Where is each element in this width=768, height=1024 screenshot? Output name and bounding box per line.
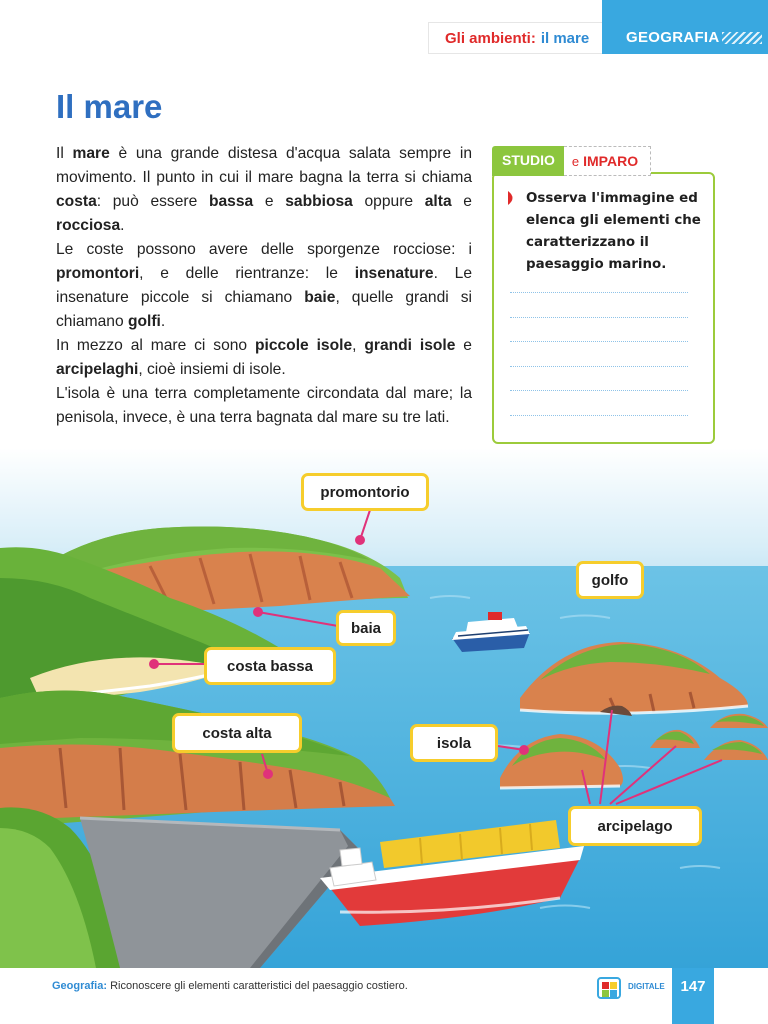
study-tag	[492, 146, 651, 176]
chapter-heading	[428, 22, 602, 54]
answer-line[interactable]	[510, 415, 688, 416]
label-isola: isola	[410, 724, 498, 762]
label-baia: baia	[336, 610, 396, 646]
text-run: , quelle grandi si chiamano	[56, 289, 472, 330]
paragraph-4	[56, 382, 472, 430]
keyword: golfi	[127, 313, 161, 330]
keyword: piccole isole	[254, 337, 353, 354]
paragraph-2	[56, 238, 472, 334]
study-instruction: Osserva l'immagine ed elenca gli elementi che caratterizzano il paesaggio marino.	[526, 191, 701, 272]
digital-icon[interactable]	[597, 977, 621, 999]
answer-line[interactable]	[510, 341, 688, 342]
keyword: insenature	[354, 265, 434, 282]
keyword: alta	[424, 193, 452, 210]
keyword: bassa	[208, 193, 254, 210]
answer-line[interactable]	[510, 366, 688, 367]
label-costa-alta: costa alta	[172, 713, 302, 753]
subject-tab	[602, 0, 768, 54]
tag-studio: STUDIO	[492, 146, 564, 176]
text-run: , cioè insiemi di isole.	[138, 361, 286, 378]
text-run: : può essere	[96, 193, 209, 210]
digital-label: DIGITALE	[628, 982, 665, 991]
text-run: Il	[56, 145, 73, 162]
coastal-illustration	[0, 448, 768, 968]
page-number: 147	[672, 968, 714, 1024]
text-run: e	[455, 337, 472, 354]
bullet-icon	[507, 190, 517, 206]
paragraph-1	[56, 142, 472, 238]
keyword: mare	[72, 145, 110, 162]
header-bar	[428, 22, 768, 54]
keyword: sabbiosa	[285, 193, 353, 210]
text-run: ,	[352, 337, 365, 354]
text-run: .	[160, 313, 166, 330]
footer-subject: Geografia:	[52, 980, 108, 992]
tag-imparo	[564, 146, 651, 176]
keyword: baie	[304, 289, 336, 306]
label-costa-bassa: costa bassa	[204, 647, 336, 685]
keyword: grandi isole	[364, 337, 456, 354]
hatch-decoration	[722, 32, 762, 44]
keyword: rocciosa	[56, 217, 121, 234]
footer-objective-text: Riconoscere gli elementi caratteristici del paesaggio costiero.	[110, 980, 408, 992]
keyword: costa	[56, 193, 97, 210]
text-run: In mezzo al mare ci sono	[56, 337, 255, 354]
answer-line[interactable]	[510, 317, 688, 318]
coastal-scene-svg	[0, 448, 768, 968]
paragraph-3	[56, 334, 472, 382]
answer-line[interactable]	[510, 292, 688, 293]
text-run: e	[451, 193, 472, 210]
chapter-topic: il mare	[540, 29, 590, 47]
chapter-section: Gli ambienti:	[445, 29, 536, 47]
text-run: e	[253, 193, 286, 210]
page-title: Il mare	[56, 88, 163, 125]
text-run: è una grande distesa d'acqua salata sempre in movimento. Il punto in cui il mare bagna la terra si chiama	[56, 145, 472, 186]
text-run: L'isola è una terra completamente circondata dal mare; la penisola, invece, è una terra bagnata dal mare su tre lati.	[56, 385, 472, 426]
label-golfo: golfo	[576, 561, 644, 599]
footer-objective	[52, 980, 408, 992]
answer-line[interactable]	[510, 390, 688, 391]
text-run: . Le insenature piccole si chiamano	[56, 265, 472, 306]
text-run: oppure	[352, 193, 425, 210]
subject-label: GEOGRAFIA	[626, 29, 720, 46]
label-arcipelago: arcipelago	[568, 806, 702, 846]
text-run: Le coste possono avere delle sporgenze rocciose: i	[56, 241, 472, 258]
footer	[0, 968, 768, 1024]
tag-connector: e	[571, 154, 580, 169]
keyword: arcipelaghi	[56, 361, 139, 378]
label-promontorio: promontorio	[301, 473, 429, 511]
body-text	[56, 142, 472, 430]
keyword: promontori	[56, 265, 140, 282]
text-run: , e delle rientranze: le	[139, 265, 355, 282]
tag-imparo-label: IMPARO	[583, 153, 639, 169]
text-run: .	[120, 217, 125, 234]
